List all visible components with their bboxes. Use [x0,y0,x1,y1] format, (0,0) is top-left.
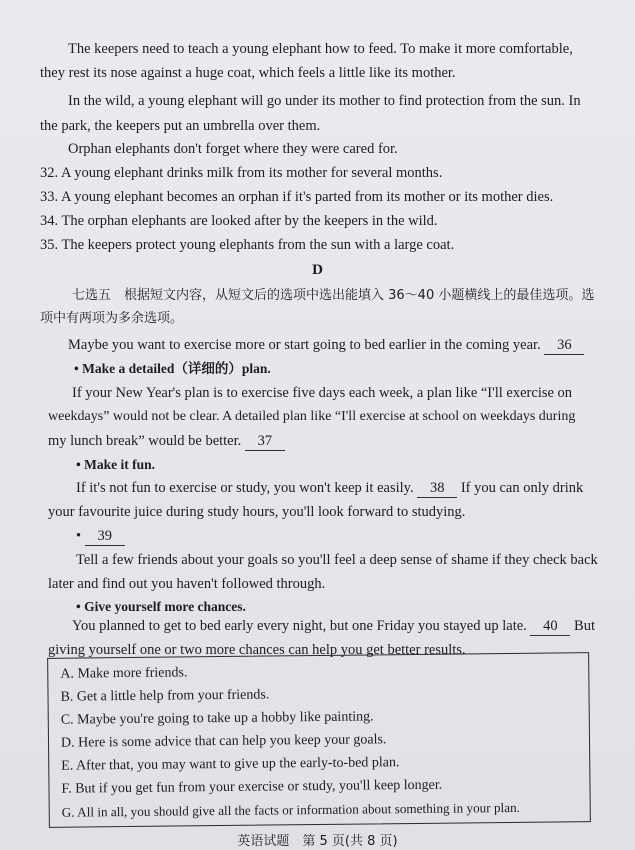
statement-number: 33. [40,189,59,205]
passage-text: my lunch break” would be better. [48,433,242,449]
passage-text: Maybe you want to exercise more or start going to bed earlier in the coming year. [68,337,541,353]
option-g[interactable]: G. All in all, you should give all the facts or information about something in your plan. [61,799,520,820]
passage-line [68,336,584,355]
passage-line: your favourite juice during study hours, you'll look forward to studying. [48,504,466,520]
blank-38[interactable]: 38 [417,479,457,498]
statement-text: A young elephant drinks milk from its mother for several months. [60,165,443,181]
passage-line: Tell a few friends about your goals so you'll feel a deep sense of shame if they check back [76,552,598,568]
passage-line: the park, the keepers put an umbrella over them. [40,118,321,134]
statement-text: A young elephant becomes an orphan if it's parted from its mother or its mother dies. [60,189,554,205]
statement-text: The orphan elephants are looked after by the keepers in the wild. [61,213,438,229]
page-footer: 英语试题 第 5 页(共 8 页) [237,834,398,849]
instructions-line: 七选五 根据短文内容，从短文后的选项中选出能填入 36～40 小题横线上的最佳选项。选 [72,288,595,303]
passage-line: weekdays” would not be clear. A detailed plan like “I'll exercise at school on weekdays during [48,409,576,424]
blank-37[interactable]: 37 [245,432,285,451]
blank-36[interactable]: 36 [544,336,584,355]
instructions-line: 项中有两项为多余选项。 [40,311,184,326]
passage-line: In the wild, a young elephant will go under its mother to find protection from the sun. In [68,93,581,109]
passage-text: If it's not fun to exercise or study, you won't keep it easily. [76,480,414,496]
passage-line: giving yourself one or two more chances can help you get better results. [48,642,466,658]
statement-item [40,236,454,254]
bullet: • [76,528,82,544]
passage-line [48,432,285,451]
passage-line: If your New Year's plan is to exercise five days each week, a plan like “I'll exercise on [72,385,573,401]
blank-39[interactable]: 39 [85,527,125,546]
section-letter: D [312,262,323,278]
subheading: • Make a detailed（详细的）plan. [74,361,271,376]
passage-line [76,479,583,498]
statement-item [40,188,553,206]
statement-number: 32. [40,165,59,181]
subheading: • Give yourself more chances. [76,599,246,614]
option-c[interactable]: C. Maybe you're going to take up a hobby like painting. [60,709,374,728]
option-b[interactable]: B. Get a little help from your friends. [60,687,270,705]
statement-number: 35. [40,237,59,253]
passage-text: But [574,618,595,634]
passage-line [76,527,125,546]
option-a[interactable]: A. Make more friends. [60,665,188,682]
passage-text: If you can only drink [460,480,584,496]
statement-item [40,164,442,182]
passage-line [72,617,595,636]
option-e[interactable]: E. After that, you may want to give up the early-to-bed plan. [61,755,400,774]
option-d[interactable]: D. Here is some advice that can help you keep your goals. [60,732,387,751]
passage-line: The keepers need to teach a young elephant how to feed. To make it more comfortable, [68,41,573,57]
statement-number: 34. [40,213,59,229]
passage-text: You planned to get to bed early every night, but one Friday you stayed up late. [72,618,527,634]
option-f[interactable]: F. But if you get fun from your exercise or study, you'll keep longer. [61,777,443,797]
statement-text: The keepers protect young elephants from the sun with a large coat. [61,237,455,253]
statement-item [40,212,438,230]
passage-line: Orphan elephants don't forget where they were cared for. [68,141,398,157]
subheading: • Make it fun. [76,457,155,472]
passage-line: they rest its nose against a huge coat, which feels a little like its mother. [40,65,456,81]
blank-40[interactable]: 40 [530,617,570,636]
passage-line: later and find out you haven't followed through. [48,576,326,592]
options-box [47,652,591,828]
